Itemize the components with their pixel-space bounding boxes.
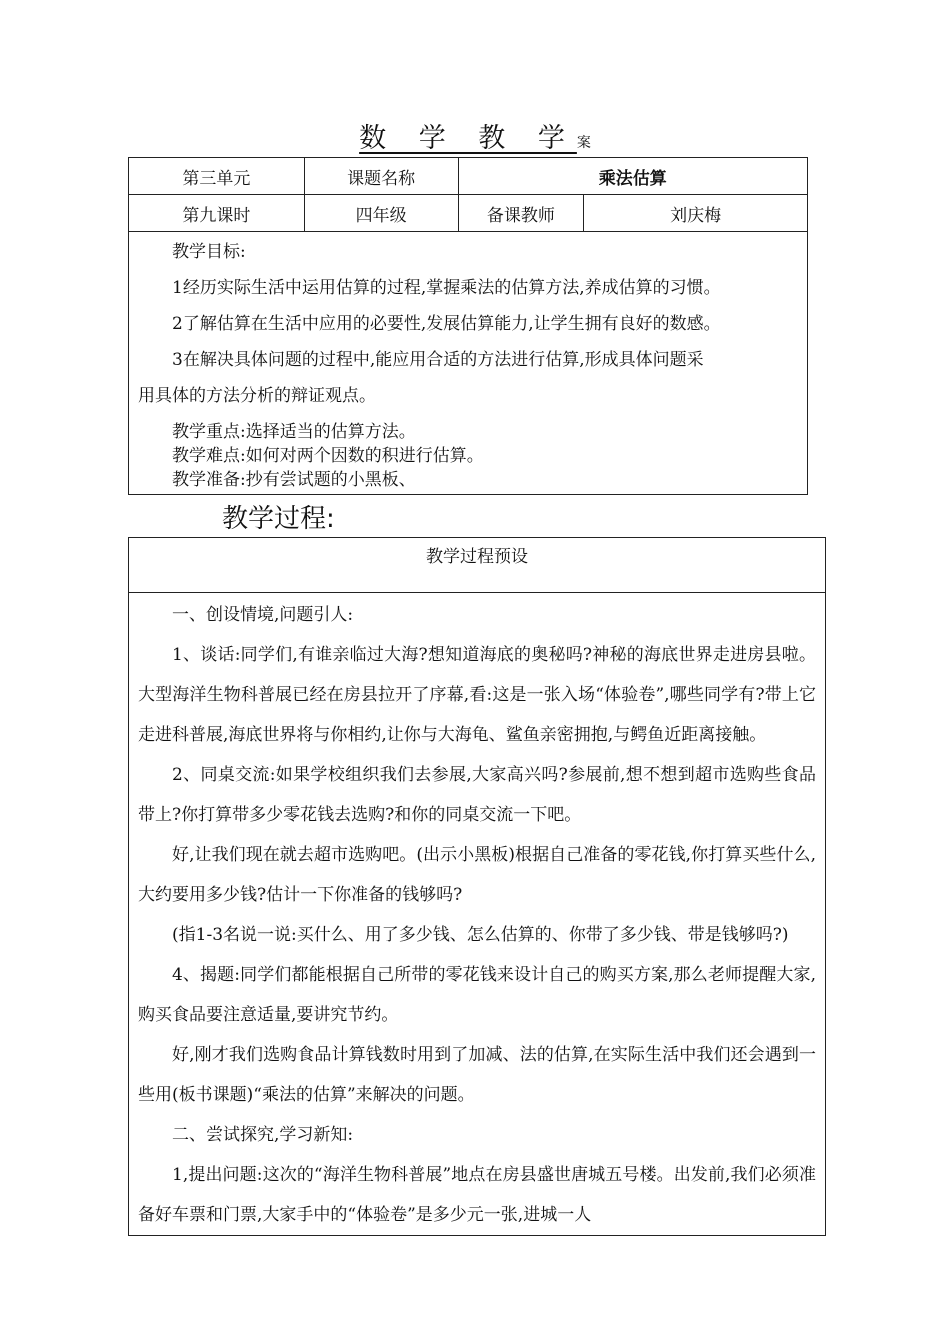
difficulty: 教学难点:如何对两个因数的积进行估算。 xyxy=(172,446,484,466)
goal-item-3-cont: 用具体的方法分析的辩证观点。 xyxy=(138,386,376,406)
process-paragraph: 2、同桌交流:如果学校组织我们去参展,大家高兴吗?参展前,想不想到超市选购些食品带上?你打算带多少零花钱去选购?和你的同桌交流一下吧。 xyxy=(138,765,816,825)
lesson-cell: 第九课时 xyxy=(129,195,305,232)
unit-cell: 第三单元 xyxy=(129,158,305,195)
process-table-head: 教学过程预设 xyxy=(129,538,826,593)
process-body xyxy=(129,593,826,1236)
topic-label-cell: 课题名称 xyxy=(304,158,458,195)
topic-value-cell: 乘法估算 xyxy=(458,158,808,195)
title-main: 数 学 教 学 xyxy=(359,123,577,154)
goal-item-2: 2了解估算在生活中应用的必要性,发展估算能力,让学生拥有良好的数感。 xyxy=(172,314,721,334)
lesson-info-table xyxy=(128,157,808,495)
teacher-name-cell: 刘庆梅 xyxy=(584,195,808,232)
goal-item-1: 1经历实际生活中运用估算的过程,掌握乘法的估算方法,养成估算的习惯。 xyxy=(172,278,721,298)
process-paragraph: (指1-3名说一说:买什么、用了多少钱、怎么估算的、你带了多少钱、带是钱够吗?) xyxy=(172,925,789,945)
document-title xyxy=(0,116,950,155)
goals-cell xyxy=(129,232,808,495)
title-suffix: 案 xyxy=(576,135,591,151)
process-paragraph: 好,刚才我们选购食品计算钱数时用到了加减、法的估算,在实际生活中我们还会遇到一些用(板书课题)“乘法的估算”来解决的问题。 xyxy=(138,1045,816,1105)
process-paragraph: 1,提出问题:这次的“海洋生物科普展”地点在房县盛世唐城五号楼。出发前,我们必须准备好车票和门票,大家手中的“体验卷”是多少元一张,进城一人 xyxy=(138,1165,816,1225)
process-paragraph: 一、创设情境,问题引人: xyxy=(172,605,354,625)
process-heading: 教学过程: xyxy=(222,504,335,534)
process-table xyxy=(128,537,826,1236)
process-paragraph: 好,让我们现在就去超市选购吧。(出示小黑板)根据自己准备的零花钱,你打算买些什么,大约要用多少钱?估计一下你准备的钱够吗? xyxy=(138,845,816,905)
process-paragraph: 1、谈话:同学们,有谁亲临过大海?想知道海底的奥秘吗?神秘的海底世界走进房县啦。大型海洋生物科普展已经在房县拉开了序幕,看:这是一张入场“体验卷”,哪些同学有?带上它走进科普展,海底世界将与你相约,让你与大海龟、鲨鱼亲密拥抱,与鳄鱼近距离接触。 xyxy=(138,645,816,745)
preparation: 教学准备:抄有尝试题的小黑板、 xyxy=(172,470,416,490)
grade-cell: 四年级 xyxy=(304,195,458,232)
process-paragraph: 二、尝试探究,学习新知: xyxy=(172,1125,354,1145)
process-paragraph: 4、揭题:同学们都能根据自己所带的零花钱来设计自己的购买方案,那么老师提醒大家,购买食品要注意适量,要讲究节约。 xyxy=(138,965,816,1025)
teacher-label-cell: 备课教师 xyxy=(458,195,584,232)
key-point: 教学重点:选择适当的估算方法。 xyxy=(172,422,416,442)
goals-heading: 教学目标: xyxy=(172,242,246,262)
goal-item-3: 3在解决具体问题的过程中,能应用合适的方法进行估算,形成具体问题采 xyxy=(172,350,704,370)
